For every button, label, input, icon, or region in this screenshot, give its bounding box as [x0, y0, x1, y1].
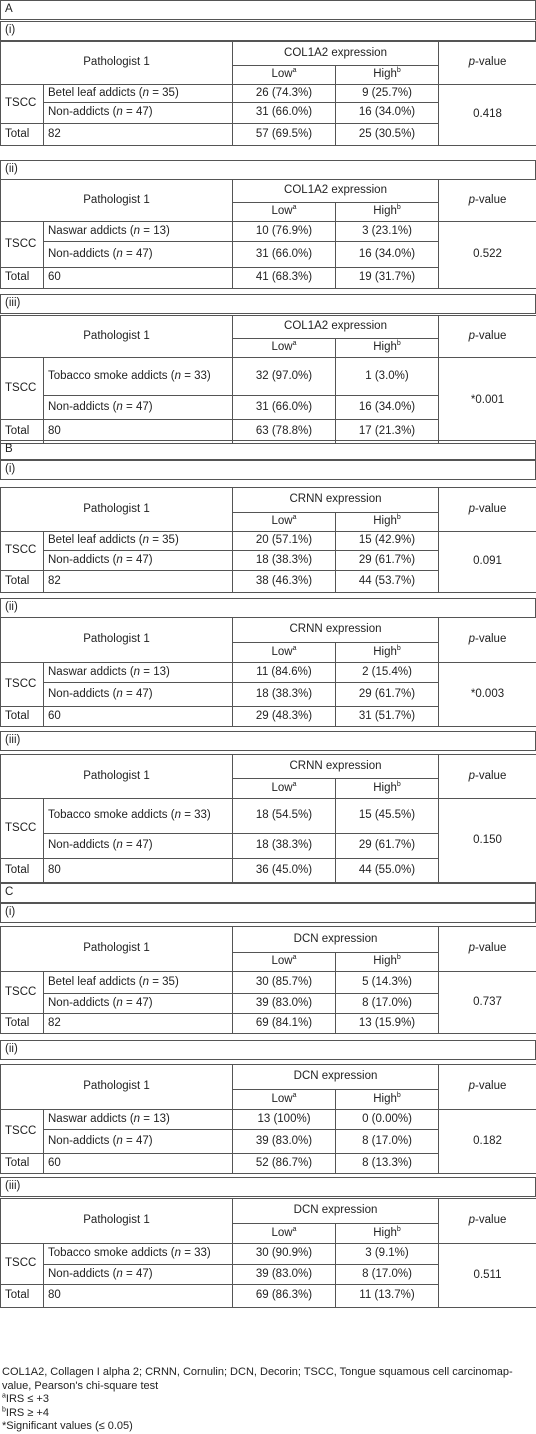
- non-addicts-high-value: 29 (61.7%): [336, 834, 439, 859]
- low-header: Low$^a$: [233, 339, 336, 358]
- pathologist-header: Pathologist 1: [1, 180, 233, 222]
- total-label: Total: [1, 268, 44, 289]
- p-value-header: p-value: [439, 42, 536, 85]
- total-count: 82: [44, 1014, 233, 1034]
- contingency-table: [0, 41, 536, 146]
- group-label: Tobacco smoke addicts (n = 33): [44, 1244, 233, 1265]
- p-value-header: p-value: [439, 755, 536, 799]
- non-addicts-label: Non-addicts (n = 47): [44, 103, 233, 124]
- non-addicts-low-value: 18 (38.3%): [233, 683, 336, 707]
- group-high-value: 0 (0.00%): [336, 1110, 439, 1130]
- group-label: Naswar addicts (n = 13): [44, 663, 233, 683]
- total-count: 82: [44, 571, 233, 593]
- non-addicts-high-value: 8 (17.0%): [336, 1265, 439, 1285]
- non-addicts-low-value: 18 (38.3%): [233, 834, 336, 859]
- p-value: 0.418: [439, 85, 536, 146]
- total-high-value: 25 (30.5%): [336, 124, 439, 146]
- total-count: 82: [44, 124, 233, 146]
- total-count: 60: [44, 1154, 233, 1174]
- group-high-value: 5 (14.3%): [336, 972, 439, 994]
- tscc-label: TSCC: [1, 663, 44, 707]
- pathologist-header: Pathologist 1: [1, 316, 233, 358]
- non-addicts-label: Non-addicts (n = 47): [44, 396, 233, 420]
- footnote-significance: *Significant values (≤ 0.05): [2, 1420, 532, 1434]
- subsection-label: [0, 1040, 536, 1060]
- total-low-value: 41 (68.3%): [233, 268, 336, 289]
- total-high-value: 19 (31.7%): [336, 268, 439, 289]
- non-addicts-low-value: 31 (66.0%): [233, 103, 336, 124]
- subsection-label-cell: (ii): [1, 1041, 536, 1060]
- tscc-label: TSCC: [1, 358, 44, 420]
- low-header: Low$^a$: [233, 779, 336, 799]
- non-addicts-high-value: 29 (61.7%): [336, 683, 439, 707]
- non-addicts-low-value: 39 (83.0%): [233, 1265, 336, 1285]
- total-label: Total: [1, 859, 44, 883]
- group-low-value: 26 (74.3%): [233, 85, 336, 103]
- table-row: [1, 358, 536, 396]
- subsection-label: [0, 460, 536, 480]
- subsection-label-cell: (iii): [1, 295, 536, 314]
- group-label: Betel leaf addicts (n = 35): [44, 85, 233, 103]
- high-header: High$^b$: [336, 1090, 439, 1110]
- table-row: [1, 1110, 536, 1130]
- high-header: High$^b$: [336, 779, 439, 799]
- high-header: High$^b$: [336, 1224, 439, 1244]
- p-value: 0.522: [439, 222, 536, 289]
- subsection-label-cell: (i): [1, 461, 536, 480]
- table-row: [1, 222, 536, 242]
- non-addicts-label: Non-addicts (n = 47): [44, 551, 233, 571]
- non-addicts-label: Non-addicts (n = 47): [44, 1265, 233, 1285]
- group-high-value: 9 (25.7%): [336, 85, 439, 103]
- non-addicts-high-value: 8 (17.0%): [336, 1130, 439, 1154]
- low-header: Low$^a$: [233, 66, 336, 85]
- non-addicts-label: Non-addicts (n = 47): [44, 683, 233, 707]
- p-value-header: p-value: [439, 316, 536, 358]
- total-label: Total: [1, 1014, 44, 1034]
- total-label: Total: [1, 1285, 44, 1308]
- total-count: 60: [44, 268, 233, 289]
- table-row: [1, 532, 536, 551]
- total-high-value: 31 (51.7%): [336, 707, 439, 727]
- pathologist-header: Pathologist 1: [1, 1199, 233, 1244]
- non-addicts-low-value: 31 (66.0%): [233, 396, 336, 420]
- total-low-value: 29 (48.3%): [233, 707, 336, 727]
- low-header: Low$^a$: [233, 643, 336, 663]
- total-label: Total: [1, 571, 44, 593]
- non-addicts-label: Non-addicts (n = 47): [44, 994, 233, 1014]
- total-label: Total: [1, 1154, 44, 1174]
- table-row: [1, 799, 536, 834]
- tscc-label: TSCC: [1, 1110, 44, 1154]
- footnote-b: $^b$IRS ≥ +4: [2, 1407, 532, 1421]
- table-row: [1, 85, 536, 103]
- group-label: Naswar addicts (n = 13): [44, 222, 233, 242]
- non-addicts-high-value: 8 (17.0%): [336, 994, 439, 1014]
- p-value-header: p-value: [439, 927, 536, 972]
- group-high-value: 15 (42.9%): [336, 532, 439, 551]
- group-label: Tobacco smoke addicts (n = 33): [44, 358, 233, 396]
- tscc-label: TSCC: [1, 222, 44, 268]
- group-high-value: 3 (9.1%): [336, 1244, 439, 1265]
- group-low-value: 32 (97.0%): [233, 358, 336, 396]
- footnote-abbreviations: COL1A2, Collagen I alpha 2; CRNN, Cornulin; DCN, Decorin; TSCC, Tongue squamous cell carcinomap-value, Pearson's chi-square test: [2, 1366, 532, 1393]
- p-value: 0.182: [439, 1110, 536, 1174]
- contingency-table: [0, 926, 536, 1034]
- total-label: Total: [1, 420, 44, 444]
- marker-expression-header: DCN expression: [233, 1065, 439, 1090]
- total-high-value: 13 (15.9%): [336, 1014, 439, 1034]
- total-low-value: 52 (86.7%): [233, 1154, 336, 1174]
- table-row: [1, 1244, 536, 1265]
- tscc-label: TSCC: [1, 799, 44, 859]
- subsection-label-cell: (iii): [1, 1178, 536, 1197]
- section-letter-c: [0, 883, 536, 903]
- marker-expression-header: CRNN expression: [233, 755, 439, 779]
- section-letter-a-cell: A: [1, 1, 536, 20]
- low-header: Low$^a$: [233, 513, 336, 532]
- contingency-table: [0, 617, 536, 727]
- p-value: *0.001: [439, 358, 536, 444]
- contingency-table: [0, 487, 536, 593]
- contingency-table: [0, 179, 536, 289]
- footnote-a: $^a$IRS ≤ +3: [2, 1393, 532, 1407]
- total-low-value: 69 (84.1%): [233, 1014, 336, 1034]
- tscc-label: TSCC: [1, 972, 44, 1014]
- group-label: Betel leaf addicts (n = 35): [44, 532, 233, 551]
- contingency-table: [0, 315, 536, 444]
- non-addicts-high-value: 16 (34.0%): [336, 242, 439, 268]
- table-row: [1, 972, 536, 994]
- total-high-value: 8 (13.3%): [336, 1154, 439, 1174]
- section-letter-b-cell: B: [1, 441, 536, 460]
- tscc-label: TSCC: [1, 85, 44, 124]
- non-addicts-low-value: 18 (38.3%): [233, 551, 336, 571]
- group-high-value: 3 (23.1%): [336, 222, 439, 242]
- non-addicts-low-value: 31 (66.0%): [233, 242, 336, 268]
- subsection-label: [0, 160, 536, 180]
- total-high-value: 44 (55.0%): [336, 859, 439, 883]
- total-low-value: 69 (86.3%): [233, 1285, 336, 1308]
- footnotes: [2, 1366, 532, 1434]
- group-label: Naswar addicts (n = 13): [44, 1110, 233, 1130]
- p-value: 0.511: [439, 1244, 536, 1308]
- p-value-header: p-value: [439, 618, 536, 663]
- subsection-label-cell: (iii): [1, 732, 536, 751]
- pathologist-header: Pathologist 1: [1, 488, 233, 532]
- p-value: 0.150: [439, 799, 536, 883]
- marker-expression-header: COL1A2 expression: [233, 42, 439, 66]
- high-header: High$^b$: [336, 643, 439, 663]
- group-high-value: 15 (45.5%): [336, 799, 439, 834]
- total-label: Total: [1, 707, 44, 727]
- tscc-label: TSCC: [1, 532, 44, 571]
- subsection-label: [0, 21, 536, 41]
- high-header: High$^b$: [336, 953, 439, 972]
- total-count: 80: [44, 1285, 233, 1308]
- pathologist-header: Pathologist 1: [1, 1065, 233, 1110]
- marker-expression-header: CRNN expression: [233, 618, 439, 643]
- subsection-label-cell: (i): [1, 904, 536, 923]
- low-header: Low$^a$: [233, 1224, 336, 1244]
- total-count: 80: [44, 859, 233, 883]
- section-letter-a: [0, 0, 536, 20]
- high-header: High$^b$: [336, 513, 439, 532]
- total-high-value: 17 (21.3%): [336, 420, 439, 444]
- non-addicts-label: Non-addicts (n = 47): [44, 834, 233, 859]
- p-value: *0.003: [439, 663, 536, 727]
- marker-expression-header: CRNN expression: [233, 488, 439, 513]
- subsection-label: [0, 598, 536, 618]
- group-label: Tobacco smoke addicts (n = 33): [44, 799, 233, 834]
- section-letter-b: [0, 440, 536, 460]
- high-header: High$^b$: [336, 203, 439, 222]
- section-letter-c-cell: C: [1, 884, 536, 903]
- group-low-value: 10 (76.9%): [233, 222, 336, 242]
- group-label: Betel leaf addicts (n = 35): [44, 972, 233, 994]
- total-low-value: 36 (45.0%): [233, 859, 336, 883]
- low-header: Low$^a$: [233, 1090, 336, 1110]
- marker-expression-header: DCN expression: [233, 927, 439, 953]
- group-low-value: 11 (84.6%): [233, 663, 336, 683]
- p-value-header: p-value: [439, 1065, 536, 1110]
- group-low-value: 30 (90.9%): [233, 1244, 336, 1265]
- group-high-value: 1 (3.0%): [336, 358, 439, 396]
- marker-expression-header: COL1A2 expression: [233, 180, 439, 203]
- group-low-value: 30 (85.7%): [233, 972, 336, 994]
- low-header: Low$^a$: [233, 203, 336, 222]
- pathologist-header: Pathologist 1: [1, 927, 233, 972]
- total-count: 60: [44, 707, 233, 727]
- non-addicts-label: Non-addicts (n = 47): [44, 1130, 233, 1154]
- non-addicts-label: Non-addicts (n = 47): [44, 242, 233, 268]
- subsection-label-cell: (ii): [1, 599, 536, 618]
- group-low-value: 20 (57.1%): [233, 532, 336, 551]
- pathologist-header: Pathologist 1: [1, 618, 233, 663]
- non-addicts-high-value: 16 (34.0%): [336, 396, 439, 420]
- marker-expression-header: COL1A2 expression: [233, 316, 439, 339]
- total-low-value: 38 (46.3%): [233, 571, 336, 593]
- subsection-label: [0, 294, 536, 314]
- contingency-table: [0, 1198, 536, 1308]
- contingency-table: [0, 754, 536, 883]
- group-high-value: 2 (15.4%): [336, 663, 439, 683]
- total-label: Total: [1, 124, 44, 146]
- non-addicts-low-value: 39 (83.0%): [233, 1130, 336, 1154]
- total-count: 80: [44, 420, 233, 444]
- tscc-label: TSCC: [1, 1244, 44, 1285]
- p-value-header: p-value: [439, 1199, 536, 1244]
- contingency-table: [0, 1064, 536, 1174]
- non-addicts-high-value: 16 (34.0%): [336, 103, 439, 124]
- non-addicts-high-value: 29 (61.7%): [336, 551, 439, 571]
- subsection-label: [0, 1177, 536, 1197]
- total-low-value: 63 (78.8%): [233, 420, 336, 444]
- subsection-label-cell: (i): [1, 22, 536, 41]
- group-low-value: 18 (54.5%): [233, 799, 336, 834]
- total-high-value: 11 (13.7%): [336, 1285, 439, 1308]
- subsection-label-cell: (ii): [1, 161, 536, 180]
- p-value-header: p-value: [439, 488, 536, 532]
- p-value: 0.091: [439, 532, 536, 593]
- table-row: [1, 663, 536, 683]
- group-low-value: 13 (100%): [233, 1110, 336, 1130]
- non-addicts-low-value: 39 (83.0%): [233, 994, 336, 1014]
- p-value-header: p-value: [439, 180, 536, 222]
- pathologist-header: Pathologist 1: [1, 755, 233, 799]
- marker-expression-header: DCN expression: [233, 1199, 439, 1224]
- high-header: High$^b$: [336, 339, 439, 358]
- subsection-label: [0, 731, 536, 751]
- total-high-value: 44 (53.7%): [336, 571, 439, 593]
- p-value: 0.737: [439, 972, 536, 1034]
- subsection-label: [0, 903, 536, 923]
- high-header: High$^b$: [336, 66, 439, 85]
- total-low-value: 57 (69.5%): [233, 124, 336, 146]
- pathologist-header: Pathologist 1: [1, 42, 233, 85]
- low-header: Low$^a$: [233, 953, 336, 972]
